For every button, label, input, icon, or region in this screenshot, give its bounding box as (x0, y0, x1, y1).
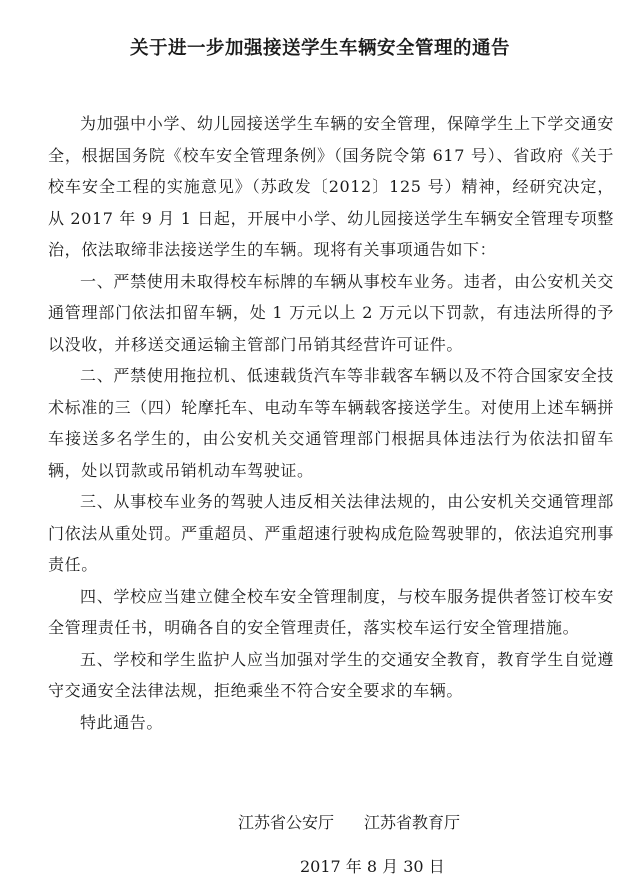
clause-2-paragraph: 二、严禁使用拖拉机、低速载货汽车等非载客车辆以及不符合国家安全技术标准的三（四）轮摩托车、电动车等车辆载客接送学生。对使用上述车辆拼车接送多名学生的，由公安机关交通管理部门根据具体违法行为依法扣留车辆，处以罚款或吊销机动车驾驶证。 (48, 366, 614, 480)
document-body (48, 108, 614, 738)
closing-paragraph: 特此通告。 (80, 712, 164, 732)
document-date: 2017 年 8 月 30 日 (300, 857, 445, 876)
clause-3-paragraph: 三、从事校车业务的驾驶人违反相关法律法规的，由公安机关交通管理部门依法从重处罚。严重超员、严重超速行驶构成危险驾驶罪的，依法追究刑事责任。 (48, 492, 614, 574)
signatory-list (238, 810, 460, 833)
document-title: 关于进一步加强接送学生车辆安全管理的通告 (129, 38, 510, 59)
clause-4-paragraph: 四、学校应当建立健全校车安全管理制度，与校车服务提供者签订校车安全管理责任书，明确各自的安全管理责任，落实校车运行安全管理措施。 (48, 586, 614, 637)
signatory-education: 江苏省教育厅 (364, 813, 461, 832)
clause-1-paragraph: 一、严禁使用未取得校车标牌的车辆从事校车业务。违者，由公安机关交通管理部门依法扣留车辆，处 1 万元以上 2 万元以下罚款，有违法所得的予以没收，并移送交通运输主管部门吊销其经营许可证件。 (48, 271, 614, 354)
intro-paragraph: 为加强中小学、幼儿园接送学生车辆的安全管理，保障学生上下学交通安全，根据国务院《校车安全管理条例》（国务院令第 617 号）、省政府《关于校车安全工程的实施意见》（苏政发〔2012〕125 号）精神，经研究决定，从 2017 年 9 月 1 日起，开展中小学、幼儿园接送学生车辆安全管理专项整治，依法取缔非法接送学生的车辆。现将有关事项通告如下： (48, 114, 614, 259)
clause-5-paragraph: 五、学校和学生监护人应当加强对学生的交通安全教育，教育学生自觉遵守交通安全法律法规，拒绝乘坐不符合安全要求的车辆。 (48, 649, 614, 700)
signatory-public-security: 江苏省公安厅 (238, 813, 335, 832)
